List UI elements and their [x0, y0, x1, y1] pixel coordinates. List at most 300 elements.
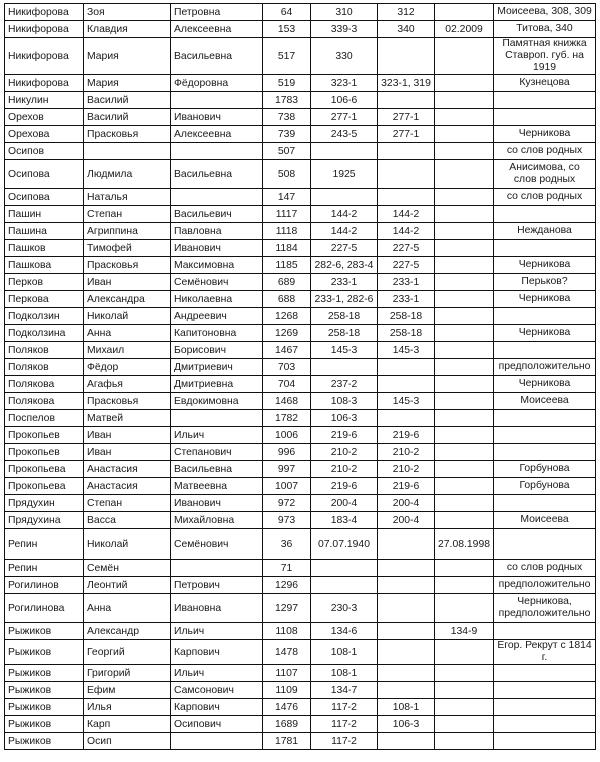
cell-reference-2: [378, 560, 435, 577]
cell-number: 147: [263, 189, 311, 206]
cell-note: Черникова: [494, 126, 596, 143]
cell-first-name: Прасковья: [84, 126, 171, 143]
cell-date: 27.08.1998: [435, 529, 494, 560]
cell-reference-1: [311, 359, 378, 376]
cell-note: предположительно: [494, 577, 596, 594]
cell-date: [435, 257, 494, 274]
cell-reference-2: [378, 733, 435, 750]
cell-patronymic: [171, 560, 263, 577]
cell-number: 1108: [263, 623, 311, 640]
cell-reference-1: 108-3: [311, 393, 378, 410]
cell-surname: Прокопьева: [5, 478, 84, 495]
cell-number: 36: [263, 529, 311, 560]
cell-first-name: [84, 143, 171, 160]
cell-surname: Осипов: [5, 143, 84, 160]
table-row: [5, 512, 596, 529]
records-table-container: [4, 3, 596, 750]
cell-note: [494, 410, 596, 427]
cell-note: Черникова, предположительно: [494, 594, 596, 623]
cell-date: [435, 410, 494, 427]
cell-first-name: Михаил: [84, 342, 171, 359]
cell-number: 71: [263, 560, 311, 577]
cell-note: Кузнецова: [494, 75, 596, 92]
table-row: [5, 478, 596, 495]
cell-patronymic: Матвеевна: [171, 478, 263, 495]
cell-first-name: Мария: [84, 75, 171, 92]
cell-surname: Прядухин: [5, 495, 84, 512]
cell-reference-2: [378, 92, 435, 109]
cell-reference-1: 134-7: [311, 682, 378, 699]
cell-patronymic: Иванович: [171, 240, 263, 257]
table-row: [5, 529, 596, 560]
table-row: [5, 716, 596, 733]
cell-first-name: Фёдор: [84, 359, 171, 376]
cell-first-name: Зоя: [84, 4, 171, 21]
cell-surname: Прядухина: [5, 512, 84, 529]
table-row: [5, 21, 596, 38]
cell-first-name: Васса: [84, 512, 171, 529]
table-row: [5, 206, 596, 223]
cell-first-name: Николай: [84, 308, 171, 325]
cell-reference-1: 106-6: [311, 92, 378, 109]
cell-date: [435, 38, 494, 75]
table-row: [5, 623, 596, 640]
cell-number: 1476: [263, 699, 311, 716]
cell-reference-1: 310: [311, 4, 378, 21]
cell-patronymic: [171, 733, 263, 750]
cell-surname: Прокопьев: [5, 444, 84, 461]
cell-reference-1: 330: [311, 38, 378, 75]
cell-date: [435, 665, 494, 682]
cell-reference-2: 108-1: [378, 699, 435, 716]
cell-note: [494, 444, 596, 461]
cell-note: Титова, 340: [494, 21, 596, 38]
cell-number: 688: [263, 291, 311, 308]
table-row: [5, 665, 596, 682]
cell-patronymic: Петрович: [171, 577, 263, 594]
cell-patronymic: Семёнович: [171, 529, 263, 560]
cell-reference-1: 258-18: [311, 308, 378, 325]
cell-surname: Полякова: [5, 393, 84, 410]
cell-patronymic: Борисович: [171, 342, 263, 359]
cell-number: 519: [263, 75, 311, 92]
cell-date: [435, 4, 494, 21]
cell-first-name: Василий: [84, 92, 171, 109]
table-row: [5, 109, 596, 126]
cell-first-name: Семён: [84, 560, 171, 577]
table-row: [5, 682, 596, 699]
cell-note: со слов родных: [494, 143, 596, 160]
cell-date: [435, 274, 494, 291]
cell-number: 1689: [263, 716, 311, 733]
cell-patronymic: Семёнович: [171, 274, 263, 291]
cell-first-name: Александр: [84, 623, 171, 640]
table-row: [5, 594, 596, 623]
cell-patronymic: [171, 410, 263, 427]
cell-patronymic: Ивановна: [171, 594, 263, 623]
cell-note: Черникова: [494, 376, 596, 393]
cell-reference-2: 145-3: [378, 342, 435, 359]
cell-reference-2: 340: [378, 21, 435, 38]
table-row: [5, 560, 596, 577]
records-table: [4, 3, 596, 750]
table-row: [5, 461, 596, 478]
cell-surname: Никифорова: [5, 75, 84, 92]
cell-reference-1: 108-1: [311, 665, 378, 682]
cell-reference-2: [378, 577, 435, 594]
cell-reference-1: 210-2: [311, 444, 378, 461]
cell-date: [435, 444, 494, 461]
table-row: [5, 342, 596, 359]
cell-note: [494, 342, 596, 359]
cell-reference-2: 219-6: [378, 478, 435, 495]
table-row: [5, 410, 596, 427]
cell-reference-2: [378, 640, 435, 665]
cell-surname: Репин: [5, 560, 84, 577]
cell-reference-1: 144-2: [311, 206, 378, 223]
cell-surname: Никифорова: [5, 4, 84, 21]
cell-date: [435, 495, 494, 512]
cell-number: 1297: [263, 594, 311, 623]
cell-number: 997: [263, 461, 311, 478]
cell-reference-1: [311, 143, 378, 160]
cell-first-name: Анна: [84, 325, 171, 342]
cell-number: 1118: [263, 223, 311, 240]
cell-date: [435, 512, 494, 529]
cell-reference-1: 277-1: [311, 109, 378, 126]
cell-first-name: Леонтий: [84, 577, 171, 594]
cell-reference-1: [311, 560, 378, 577]
cell-date: [435, 126, 494, 143]
table-row: [5, 640, 596, 665]
cell-reference-1: 145-3: [311, 342, 378, 359]
cell-first-name: Агриппина: [84, 223, 171, 240]
cell-number: 1269: [263, 325, 311, 342]
cell-number: 1185: [263, 257, 311, 274]
cell-reference-2: 277-1: [378, 126, 435, 143]
cell-note: Памятная книжка Ставроп. губ. на 1919: [494, 38, 596, 75]
cell-reference-1: 219-6: [311, 427, 378, 444]
cell-surname: Подколзина: [5, 325, 84, 342]
cell-note: предположительно: [494, 359, 596, 376]
cell-first-name: Клавдия: [84, 21, 171, 38]
cell-patronymic: Алексеевна: [171, 21, 263, 38]
cell-first-name: Николай: [84, 529, 171, 560]
cell-number: 704: [263, 376, 311, 393]
cell-reference-1: 258-18: [311, 325, 378, 342]
cell-number: 1782: [263, 410, 311, 427]
cell-number: 1781: [263, 733, 311, 750]
table-row: [5, 257, 596, 274]
table-row: [5, 4, 596, 21]
table-row: [5, 223, 596, 240]
cell-number: 738: [263, 109, 311, 126]
cell-patronymic: Васильевна: [171, 160, 263, 189]
table-row: [5, 577, 596, 594]
cell-first-name: Карп: [84, 716, 171, 733]
cell-surname: Пашков: [5, 240, 84, 257]
cell-reference-1: 07.07.1940: [311, 529, 378, 560]
cell-surname: Прокопьева: [5, 461, 84, 478]
cell-reference-1: 230-3: [311, 594, 378, 623]
table-row: [5, 393, 596, 410]
cell-first-name: Василий: [84, 109, 171, 126]
cell-date: [435, 160, 494, 189]
cell-reference-1: 1925: [311, 160, 378, 189]
cell-surname: Осипова: [5, 160, 84, 189]
cell-number: 1006: [263, 427, 311, 444]
cell-reference-1: 200-4: [311, 495, 378, 512]
cell-note: [494, 733, 596, 750]
cell-patronymic: Дмитриевна: [171, 376, 263, 393]
records-table-body: [5, 4, 596, 750]
cell-number: 689: [263, 274, 311, 291]
cell-surname: Пашин: [5, 206, 84, 223]
cell-number: 1783: [263, 92, 311, 109]
cell-surname: Рыжиков: [5, 665, 84, 682]
table-row: [5, 495, 596, 512]
table-row: [5, 38, 596, 75]
cell-note: [494, 529, 596, 560]
cell-reference-2: 200-4: [378, 512, 435, 529]
table-row: [5, 240, 596, 257]
cell-reference-1: 233-1: [311, 274, 378, 291]
table-row: [5, 444, 596, 461]
cell-reference-2: [378, 143, 435, 160]
cell-date: [435, 359, 494, 376]
cell-reference-2: [378, 665, 435, 682]
cell-surname: Репин: [5, 529, 84, 560]
cell-patronymic: Ильич: [171, 665, 263, 682]
cell-patronymic: Николаевна: [171, 291, 263, 308]
cell-note: Горбунова: [494, 461, 596, 478]
cell-patronymic: Васильевна: [171, 461, 263, 478]
cell-date: 134-9: [435, 623, 494, 640]
cell-reference-1: 339-3: [311, 21, 378, 38]
cell-number: 64: [263, 4, 311, 21]
cell-note: [494, 308, 596, 325]
cell-patronymic: Михайловна: [171, 512, 263, 529]
table-row: [5, 143, 596, 160]
cell-reference-2: 258-18: [378, 325, 435, 342]
table-row: [5, 160, 596, 189]
cell-reference-2: 210-2: [378, 461, 435, 478]
cell-date: [435, 75, 494, 92]
cell-first-name: Мария: [84, 38, 171, 75]
cell-reference-1: 227-5: [311, 240, 378, 257]
cell-reference-1: 117-2: [311, 733, 378, 750]
cell-surname: Поляков: [5, 342, 84, 359]
cell-patronymic: Ильич: [171, 427, 263, 444]
cell-patronymic: Капитоновна: [171, 325, 263, 342]
cell-number: 973: [263, 512, 311, 529]
table-row: [5, 126, 596, 143]
cell-reference-1: 117-2: [311, 699, 378, 716]
cell-date: [435, 733, 494, 750]
cell-reference-2: 219-6: [378, 427, 435, 444]
cell-patronymic: [171, 143, 263, 160]
cell-number: 1184: [263, 240, 311, 257]
cell-surname: Рыжиков: [5, 699, 84, 716]
cell-note: Нежданова: [494, 223, 596, 240]
cell-patronymic: Осипович: [171, 716, 263, 733]
cell-date: [435, 640, 494, 665]
cell-patronymic: Евдокимовна: [171, 393, 263, 410]
cell-reference-1: 233-1, 282-6: [311, 291, 378, 308]
cell-surname: Никулин: [5, 92, 84, 109]
cell-first-name: Степан: [84, 495, 171, 512]
cell-reference-1: [311, 577, 378, 594]
cell-note: Горбунова: [494, 478, 596, 495]
cell-number: 1478: [263, 640, 311, 665]
cell-note: Анисимова, со слов родных: [494, 160, 596, 189]
cell-date: [435, 206, 494, 223]
cell-reference-2: [378, 594, 435, 623]
cell-reference-1: 144-2: [311, 223, 378, 240]
cell-reference-2: 233-1: [378, 274, 435, 291]
cell-patronymic: Карпович: [171, 699, 263, 716]
cell-first-name: Анастасия: [84, 478, 171, 495]
cell-date: [435, 478, 494, 495]
cell-surname: Пашкова: [5, 257, 84, 274]
cell-reference-2: 106-3: [378, 716, 435, 733]
cell-date: [435, 291, 494, 308]
cell-surname: Осипова: [5, 189, 84, 206]
cell-patronymic: Иванович: [171, 495, 263, 512]
cell-reference-1: 183-4: [311, 512, 378, 529]
cell-date: [435, 393, 494, 410]
cell-note: Егор. Рекрут с 1814 г.: [494, 640, 596, 665]
cell-note: Моисеева: [494, 512, 596, 529]
cell-note: [494, 92, 596, 109]
cell-surname: Поляков: [5, 359, 84, 376]
cell-patronymic: [171, 189, 263, 206]
cell-note: [494, 716, 596, 733]
cell-date: [435, 240, 494, 257]
cell-number: 739: [263, 126, 311, 143]
cell-date: [435, 189, 494, 206]
cell-first-name: Тимофей: [84, 240, 171, 257]
table-row: [5, 274, 596, 291]
cell-reference-2: 227-5: [378, 240, 435, 257]
cell-first-name: Иван: [84, 274, 171, 291]
cell-patronymic: Иванович: [171, 109, 263, 126]
cell-note: [494, 109, 596, 126]
cell-note: Черникова: [494, 291, 596, 308]
cell-first-name: Матвей: [84, 410, 171, 427]
cell-first-name: Григорий: [84, 665, 171, 682]
cell-date: [435, 376, 494, 393]
cell-surname: Поспелов: [5, 410, 84, 427]
cell-reference-2: [378, 682, 435, 699]
cell-number: 508: [263, 160, 311, 189]
cell-number: 1117: [263, 206, 311, 223]
cell-reference-1: 237-2: [311, 376, 378, 393]
cell-patronymic: Васильевна: [171, 38, 263, 75]
cell-note: Перьков?: [494, 274, 596, 291]
cell-reference-2: 312: [378, 4, 435, 21]
cell-surname: Рыжиков: [5, 640, 84, 665]
cell-patronymic: Самсонович: [171, 682, 263, 699]
cell-first-name: Иван: [84, 427, 171, 444]
cell-reference-2: [378, 623, 435, 640]
cell-first-name: Георгий: [84, 640, 171, 665]
cell-note: [494, 206, 596, 223]
cell-reference-2: 210-2: [378, 444, 435, 461]
cell-date: [435, 594, 494, 623]
table-row: [5, 733, 596, 750]
cell-reference-2: 227-5: [378, 257, 435, 274]
cell-first-name: Прасковья: [84, 257, 171, 274]
cell-date: [435, 577, 494, 594]
cell-number: 703: [263, 359, 311, 376]
cell-first-name: Илья: [84, 699, 171, 716]
cell-note: Моисеева: [494, 393, 596, 410]
cell-surname: Орехова: [5, 126, 84, 143]
table-row: [5, 427, 596, 444]
cell-note: Моисеева, 308, 309: [494, 4, 596, 21]
cell-first-name: Александра: [84, 291, 171, 308]
table-row: [5, 291, 596, 308]
cell-date: 02.2009: [435, 21, 494, 38]
cell-first-name: Анастасия: [84, 461, 171, 478]
cell-first-name: Иван: [84, 444, 171, 461]
cell-number: 517: [263, 38, 311, 75]
table-row: [5, 75, 596, 92]
cell-reference-1: 282-6, 283-4: [311, 257, 378, 274]
cell-date: [435, 427, 494, 444]
cell-patronymic: [171, 92, 263, 109]
cell-number: 972: [263, 495, 311, 512]
cell-first-name: Степан: [84, 206, 171, 223]
cell-patronymic: Андреевич: [171, 308, 263, 325]
cell-number: 1296: [263, 577, 311, 594]
cell-note: [494, 427, 596, 444]
table-row: [5, 376, 596, 393]
cell-patronymic: Алексеевна: [171, 126, 263, 143]
cell-date: [435, 143, 494, 160]
table-row: [5, 308, 596, 325]
cell-patronymic: Павловна: [171, 223, 263, 240]
cell-patronymic: Степанович: [171, 444, 263, 461]
cell-note: [494, 682, 596, 699]
cell-patronymic: Фёдоровна: [171, 75, 263, 92]
cell-number: 1467: [263, 342, 311, 359]
cell-reference-2: [378, 38, 435, 75]
cell-note: [494, 665, 596, 682]
cell-date: [435, 699, 494, 716]
cell-note: [494, 495, 596, 512]
cell-surname: Рогилинова: [5, 594, 84, 623]
cell-first-name: Анна: [84, 594, 171, 623]
cell-note: со слов родных: [494, 560, 596, 577]
cell-surname: Рыжиков: [5, 682, 84, 699]
cell-date: [435, 682, 494, 699]
cell-note: [494, 240, 596, 257]
cell-number: 1107: [263, 665, 311, 682]
cell-surname: Орехов: [5, 109, 84, 126]
cell-reference-2: 200-4: [378, 495, 435, 512]
cell-note: [494, 623, 596, 640]
cell-number: 1268: [263, 308, 311, 325]
cell-reference-1: 106-3: [311, 410, 378, 427]
cell-date: [435, 308, 494, 325]
cell-reference-2: [378, 529, 435, 560]
cell-surname: Пашина: [5, 223, 84, 240]
cell-reference-2: 144-2: [378, 206, 435, 223]
cell-note: Черникова: [494, 257, 596, 274]
cell-reference-2: 258-18: [378, 308, 435, 325]
